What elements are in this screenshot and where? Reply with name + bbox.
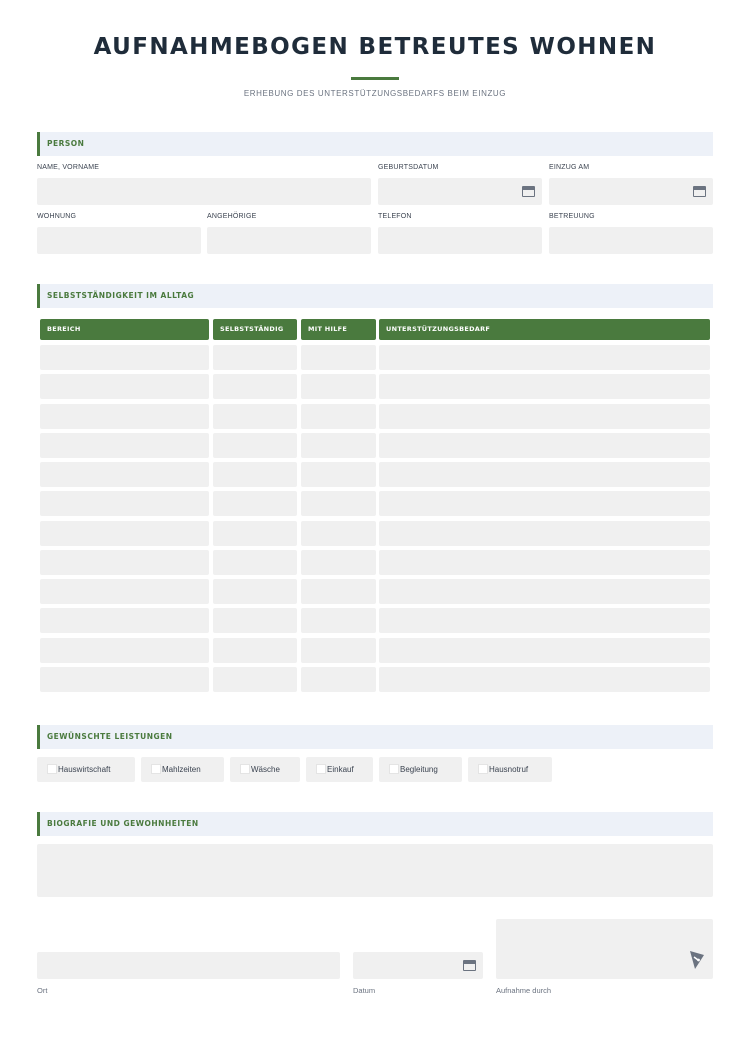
date-label: Datum: [353, 986, 376, 995]
checkbox[interactable]: [47, 764, 57, 774]
apartment-field[interactable]: [37, 227, 201, 254]
care-field[interactable]: [549, 227, 713, 254]
checkbox[interactable]: [389, 764, 399, 774]
column-header-area: BEREICH: [40, 319, 209, 340]
support-need-cell[interactable]: [379, 491, 710, 516]
movein-date-field[interactable]: [549, 178, 713, 205]
independent-cell[interactable]: [213, 550, 297, 575]
independent-cell[interactable]: [213, 491, 297, 516]
independent-cell[interactable]: [213, 462, 297, 487]
service-option-label: Mahlzeiten: [162, 765, 201, 774]
place-field[interactable]: [37, 952, 340, 979]
with-help-cell[interactable]: [301, 667, 376, 692]
service-option-emergency-call[interactable]: [468, 757, 552, 782]
service-option-shopping[interactable]: [306, 757, 373, 782]
independent-cell[interactable]: [213, 638, 297, 663]
area-cell[interactable]: [40, 433, 209, 458]
independent-cell[interactable]: [213, 579, 297, 604]
support-need-cell[interactable]: [379, 374, 710, 399]
relatives-label: ANGEHÖRIGE: [207, 213, 257, 220]
independent-cell[interactable]: [213, 433, 297, 458]
with-help-cell[interactable]: [301, 638, 376, 663]
service-option-label: Hausnotruf: [489, 765, 529, 774]
calendar-icon[interactable]: [463, 960, 476, 971]
checkbox[interactable]: [151, 764, 161, 774]
area-cell[interactable]: [40, 667, 209, 692]
with-help-cell[interactable]: [301, 433, 376, 458]
support-need-cell[interactable]: [379, 404, 710, 429]
service-option-meals[interactable]: [141, 757, 224, 782]
service-option-label: Einkauf: [327, 765, 354, 774]
independent-cell[interactable]: [213, 404, 297, 429]
section-services-heading: GEWÜNSCHTE LEISTUNGEN: [37, 725, 713, 749]
checkbox[interactable]: [240, 764, 250, 774]
area-cell[interactable]: [40, 491, 209, 516]
area-cell[interactable]: [40, 404, 209, 429]
with-help-cell[interactable]: [301, 550, 376, 575]
area-cell[interactable]: [40, 462, 209, 487]
phone-label: TELEFON: [378, 213, 412, 220]
apartment-label: WOHNUNG: [37, 213, 77, 220]
independent-cell[interactable]: [213, 521, 297, 546]
signature-field[interactable]: [496, 919, 713, 979]
movein-date-label: EINZUG AM: [549, 164, 590, 171]
support-need-cell[interactable]: [379, 579, 710, 604]
service-option-label: Wäsche: [251, 765, 280, 774]
section-person-heading: PERSON: [37, 132, 713, 156]
support-need-cell[interactable]: [379, 462, 710, 487]
area-cell[interactable]: [40, 608, 209, 633]
with-help-cell[interactable]: [301, 491, 376, 516]
birthdate-field[interactable]: [378, 178, 542, 205]
support-need-cell[interactable]: [379, 345, 710, 370]
area-cell[interactable]: [40, 579, 209, 604]
name-label: NAME, VORNAME: [37, 164, 100, 171]
checkbox[interactable]: [316, 764, 326, 774]
relatives-field[interactable]: [207, 227, 371, 254]
service-option-housekeeping[interactable]: [37, 757, 135, 782]
section-biography-heading: BIOGRAFIE UND GEWOHNHEITEN: [37, 812, 713, 836]
support-need-cell[interactable]: [379, 638, 710, 663]
area-cell[interactable]: [40, 345, 209, 370]
pen-nib-icon: [689, 949, 705, 971]
service-option-laundry[interactable]: [230, 757, 300, 782]
birthdate-label: GEBURTSDATUM: [378, 164, 439, 171]
with-help-cell[interactable]: [301, 462, 376, 487]
column-header-support-need: UNTERSTÜTZUNGSBEDARF: [379, 319, 710, 340]
title-divider: [351, 77, 399, 80]
service-option-accompaniment[interactable]: [379, 757, 462, 782]
service-option-label: Hauswirtschaft: [58, 765, 111, 774]
with-help-cell[interactable]: [301, 608, 376, 633]
page-subtitle: ERHEBUNG DES UNTERSTÜTZUNGSBEDARFS BEIM EINZUG: [243, 89, 507, 98]
support-need-cell[interactable]: [379, 608, 710, 633]
support-need-cell[interactable]: [379, 667, 710, 692]
with-help-cell[interactable]: [301, 521, 376, 546]
support-need-cell[interactable]: [379, 433, 710, 458]
with-help-cell[interactable]: [301, 345, 376, 370]
area-cell[interactable]: [40, 374, 209, 399]
phone-field[interactable]: [378, 227, 542, 254]
support-need-cell[interactable]: [379, 550, 710, 575]
column-header-with-help: MIT HILFE: [301, 319, 376, 340]
taken-by-label: Aufnahme durch: [496, 986, 552, 995]
area-cell[interactable]: [40, 638, 209, 663]
date-field[interactable]: [353, 952, 483, 979]
independent-cell[interactable]: [213, 608, 297, 633]
calendar-icon[interactable]: [693, 186, 706, 197]
calendar-icon[interactable]: [522, 186, 535, 197]
independent-cell[interactable]: [213, 345, 297, 370]
page-title: AUFNAHMEBOGEN BETREUTES WOHNEN: [93, 34, 657, 60]
column-header-independent: SELBSTSTÄNDIG: [213, 319, 297, 340]
with-help-cell[interactable]: [301, 404, 376, 429]
area-cell[interactable]: [40, 550, 209, 575]
checkbox[interactable]: [478, 764, 488, 774]
area-cell[interactable]: [40, 521, 209, 546]
biography-textarea[interactable]: [37, 844, 713, 897]
service-option-label: Begleitung: [400, 765, 438, 774]
name-field[interactable]: [37, 178, 371, 205]
independent-cell[interactable]: [213, 667, 297, 692]
section-adl-heading: SELBSTSTÄNDIGKEIT IM ALLTAG: [37, 284, 713, 308]
with-help-cell[interactable]: [301, 374, 376, 399]
with-help-cell[interactable]: [301, 579, 376, 604]
place-label: Ort: [37, 986, 48, 995]
independent-cell[interactable]: [213, 374, 297, 399]
support-need-cell[interactable]: [379, 521, 710, 546]
care-label: BETREUUNG: [549, 213, 595, 220]
